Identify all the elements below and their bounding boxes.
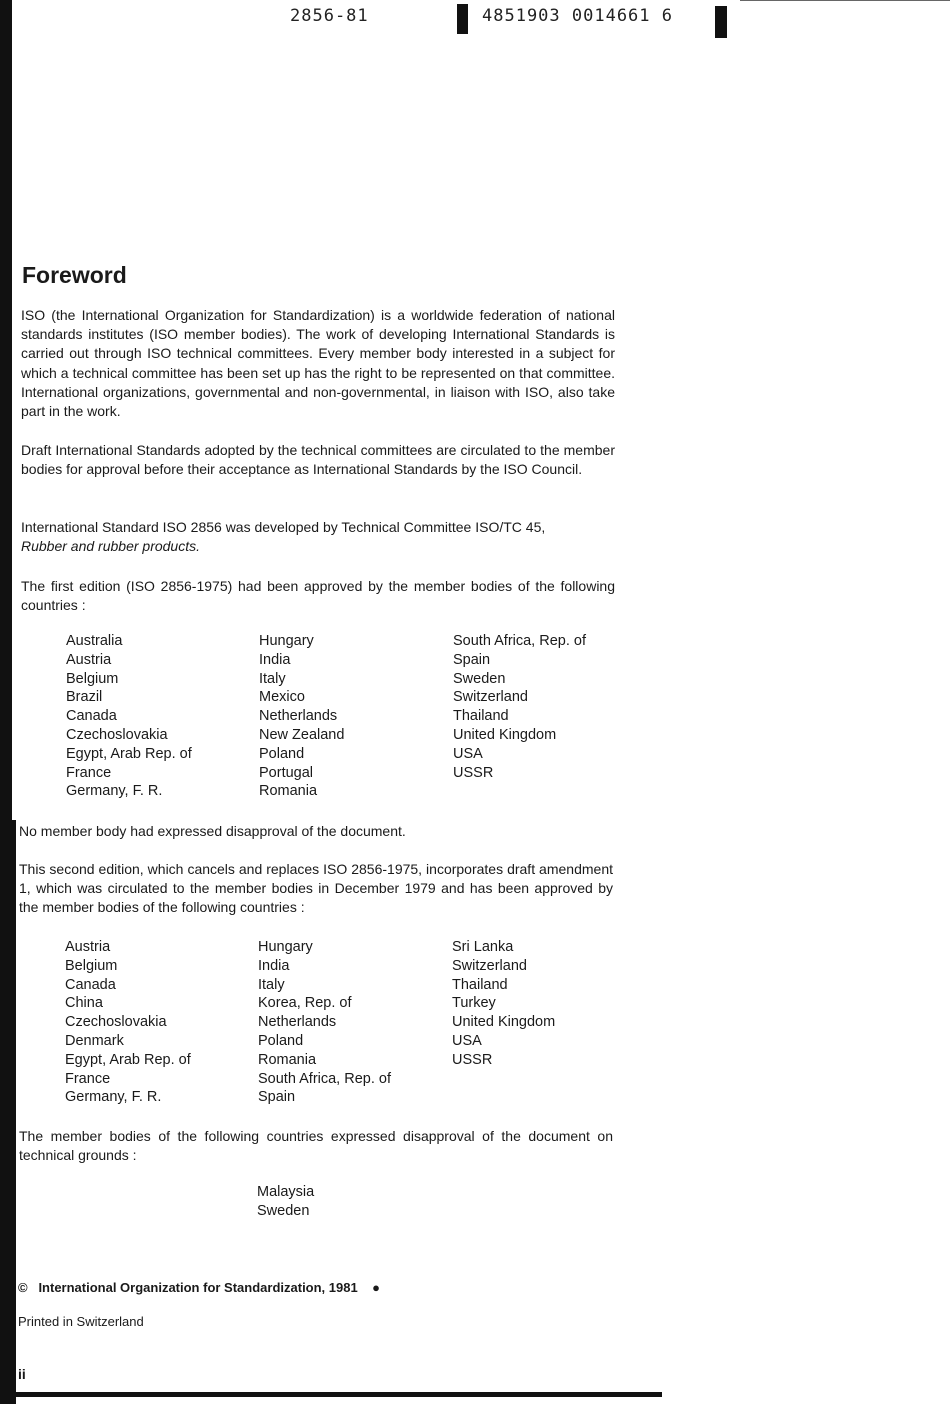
barcode-text: 4851903 0014661 6 — [482, 6, 673, 26]
second-edition-col-2 — [258, 938, 391, 1107]
country: Czechoslovakia — [65, 1014, 167, 1031]
country: Netherlands — [259, 708, 338, 725]
doc-code: 2856-81 — [290, 6, 369, 26]
country: Canada — [65, 976, 116, 993]
country: Sweden — [453, 670, 506, 687]
country: Poland — [259, 745, 305, 762]
scan-edge-left — [0, 0, 12, 1404]
country: Sri Lanka — [452, 939, 514, 955]
country: Switzerland — [453, 689, 528, 706]
first-edition-col-1 — [66, 632, 192, 801]
country: Romania — [258, 1051, 317, 1068]
copyright-line — [18, 1280, 380, 1295]
paragraph-technical-disapproval: The member bodies of the following countries expressed disapproval of the document on technical grounds : — [19, 1128, 613, 1164]
first-edition-col-2 — [259, 632, 344, 801]
scan-top-rule — [740, 0, 950, 1]
first-edition-col-3 — [453, 632, 586, 782]
country: Thailand — [452, 976, 508, 993]
country: Brazil — [66, 689, 103, 706]
barcode-mark-left — [457, 4, 468, 34]
bullet-icon: ● — [372, 1280, 381, 1295]
country: USA — [453, 745, 483, 762]
barcode-mark-right — [715, 6, 727, 38]
scan-edge-bottom — [0, 1392, 662, 1397]
copyright-text: International Organization for Standardization, 1981 — [38, 1280, 358, 1295]
page-number: ii — [18, 1366, 26, 1382]
country: Austria — [65, 939, 111, 955]
country: Germany, F. R. — [66, 783, 163, 800]
country: Switzerland — [452, 957, 527, 974]
country: Hungary — [258, 939, 313, 955]
country: South Africa, Rep. of — [453, 633, 586, 649]
country: USSR — [453, 764, 494, 781]
country: Czechoslovakia — [66, 726, 168, 743]
country: New Zealand — [259, 726, 345, 743]
paragraph-first-edition: The first edition (ISO 2856-1975) had been approved by the member bodies of the following countries : — [21, 578, 615, 614]
country: Italy — [259, 670, 286, 687]
country: Turkey — [452, 995, 496, 1012]
country: Mexico — [259, 689, 305, 706]
committee-title: Rubber and rubber products. — [21, 538, 200, 555]
country: India — [259, 651, 291, 668]
copyright-icon: © — [18, 1280, 28, 1295]
country: United Kingdom — [452, 1014, 556, 1031]
country: France — [66, 764, 112, 781]
country: Belgium — [66, 670, 119, 687]
country: USA — [452, 1032, 482, 1049]
country: Spain — [258, 1089, 296, 1106]
paragraph-committee — [21, 518, 615, 556]
country: Korea, Rep. of — [258, 995, 352, 1012]
country: Poland — [258, 1032, 304, 1049]
country: France — [65, 1070, 111, 1087]
country: Austria — [66, 651, 112, 668]
committee-text: International Standard ISO 2856 was developed by Technical Committee ISO/TC 45, — [21, 519, 546, 535]
printed-in: Printed in Switzerland — [18, 1314, 144, 1329]
country: Italy — [258, 976, 285, 993]
country: Netherlands — [258, 1014, 337, 1031]
country: Malaysia — [257, 1184, 315, 1200]
second-edition-col-3 — [452, 938, 555, 1070]
country: China — [65, 995, 103, 1012]
paragraph-second-edition: This second edition, which cancels and replaces ISO 2856-1975, incorporates draft amendment 1, which was circulated to the member bodies in December 1979 and has been approved by the member bodies of the following countries : — [19, 861, 613, 916]
country: Portugal — [259, 764, 314, 781]
country: Romania — [259, 783, 318, 800]
disapproval-countries — [257, 1183, 314, 1221]
country: India — [258, 957, 290, 974]
paragraph-iso-intro: ISO (the International Organization for Standardization) is a worldwide federation of national standards institutes (ISO member bodies). The work of developing International Standards is carried out through ISO technical committees. Every member body interested in a subject for which a technical committee has been set up has the right to be represented on that committee. International organizations, governmental and non-governmental, in liaison with ISO, also take part in the work. — [21, 307, 615, 420]
country: Germany, F. R. — [65, 1089, 162, 1106]
scan-edge-left-inner — [12, 820, 16, 1404]
second-edition-col-1 — [65, 938, 191, 1107]
page-title: Foreword — [22, 262, 127, 288]
country: South Africa, Rep. of — [258, 1070, 391, 1087]
country: Egypt, Arab Rep. of — [66, 745, 192, 762]
country: USSR — [452, 1051, 493, 1068]
country: Denmark — [65, 1032, 124, 1049]
country: United Kingdom — [453, 726, 557, 743]
country: Belgium — [65, 957, 118, 974]
country: Spain — [453, 651, 491, 668]
country: Hungary — [259, 633, 314, 649]
country: Sweden — [257, 1202, 310, 1219]
country: Canada — [66, 708, 117, 725]
paragraph-draft-standards: Draft International Standards adopted by the technical committees are circulated to the member bodies for approval before their acceptance as International Standards by the ISO Council. — [21, 442, 615, 478]
country: Egypt, Arab Rep. of — [65, 1051, 191, 1068]
country: Australia — [66, 633, 123, 649]
paragraph-no-disapproval: No member body had expressed disapproval of the document. — [19, 823, 406, 839]
country: Thailand — [453, 708, 509, 725]
